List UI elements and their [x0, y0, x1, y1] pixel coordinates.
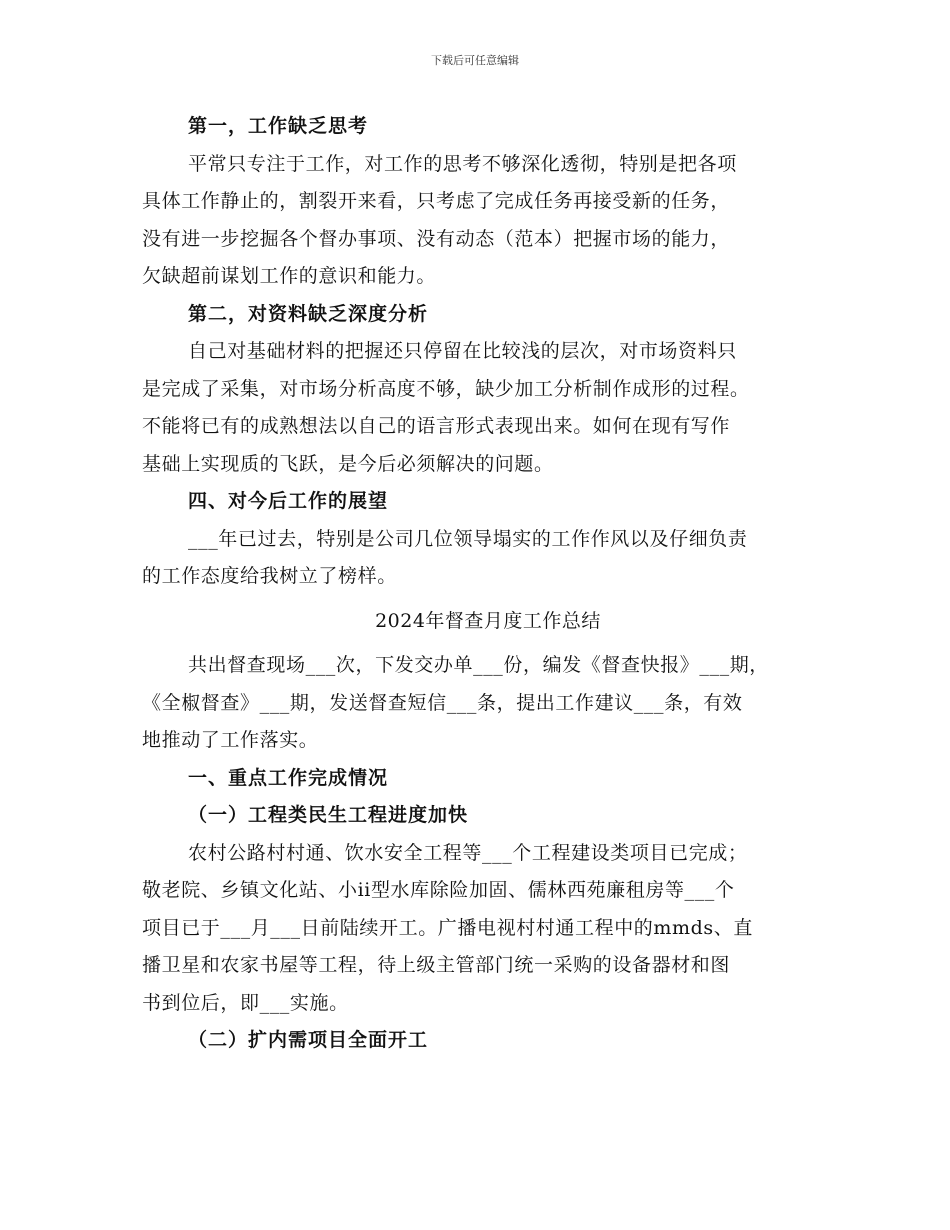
paragraph-line: 项目已于___月___日前陆续开工。广播电视村村通工程中的mmds、直 — [142, 916, 753, 939]
paragraph-line: 不能将已有的成熟想法以自己的语言形式表现出来。如何在现有写作 — [142, 415, 731, 437]
paragraph-line: 没有进一步挖掘各个督办事项、没有动态（范本）把握市场的能力， — [142, 227, 731, 250]
document-body — [142, 108, 822, 1060]
paragraph-line: 是完成了采集，对市场分析高度不够，缺少加工分析制作成形的过程。 — [142, 377, 750, 400]
section-heading: 第一，工作缺乏思考 — [188, 115, 369, 137]
paragraph-line: 《全椒督查》___期，发送督查短信___条，提出工作建议___条，有效 — [142, 691, 743, 714]
paragraph-line: 的工作态度给我树立了榜样。 — [142, 565, 397, 587]
page-header: 下载后可任意编辑 — [431, 54, 519, 67]
paragraph-line: 基础上实现质的飞跃，是今后必须解决的问题。 — [142, 452, 554, 475]
paragraph-line: 平常只专注于工作，对工作的思考不够深化透彻，特别是把各项 — [188, 152, 737, 175]
section-heading: 第二，对资料缺乏深度分析 — [188, 302, 429, 325]
subsection-heading: （二）扩内需项目全面开工 — [188, 1029, 429, 1051]
paragraph-line: ___年已过去，特别是公司几位领导塌实的工作作风以及仔细负责 — [188, 527, 748, 550]
paragraph-line: 地推动了工作落实。 — [142, 729, 319, 751]
paragraph-line: 播卫星和农家书屋等工程，待上级主管部门统一采购的设备器材和图 — [142, 954, 731, 976]
paragraph-line: 自己对基础材料的把握还只停留在比较浅的层次，对市场资料只 — [188, 340, 737, 362]
document-title: 2024年督查月度工作总结 — [375, 609, 601, 632]
paragraph-line: 欠缺超前谋划工作的意识和能力。 — [142, 265, 437, 287]
paragraph-line: 共出督查现场___次，下发交办单___份，编发《督查快报》___期， — [188, 654, 769, 676]
paragraph-line: 敬老院、乡镇文化站、小ii型水库除险加固、儒林西苑廉租房等___个 — [142, 879, 735, 901]
subsection-heading: （一）工程类民生工程进度加快 — [188, 804, 469, 826]
section-heading: 四、对今后工作的展望 — [188, 490, 389, 512]
paragraph-line: 书到位后，即___实施。 — [142, 991, 349, 1014]
paragraph-line: 具体工作静止的，割裂开来看，只考虑了完成任务再接受新的任务， — [142, 190, 731, 212]
section-heading: 一、重点工作完成情况 — [188, 766, 389, 789]
paragraph-line: 农村公路村村通、饮水安全工程等___个工程建设类项目已完成； — [188, 841, 748, 864]
